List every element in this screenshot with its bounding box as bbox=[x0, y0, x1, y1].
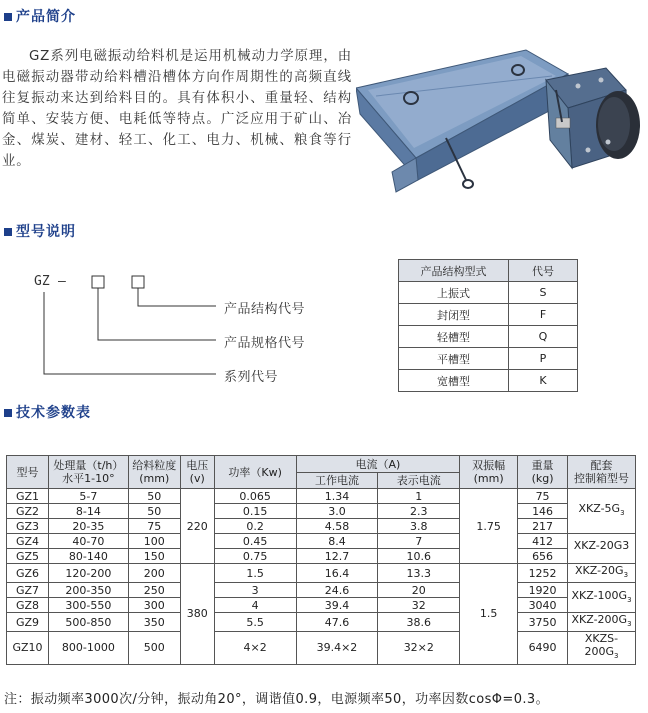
intro-section-title: 产品简介 bbox=[16, 9, 76, 25]
cell-controller: XKZ-$20G_3$ bbox=[568, 564, 636, 583]
cell-controller: XKZ-$200G_3$ bbox=[568, 613, 636, 632]
cell-capacity: 80-140 bbox=[48, 549, 128, 564]
cell-power: 1.5 bbox=[214, 564, 296, 583]
cell-weight: 75 bbox=[518, 489, 568, 504]
section-square-icon bbox=[4, 409, 12, 417]
table-row bbox=[7, 598, 636, 613]
cell-weight: 146 bbox=[518, 504, 568, 519]
cell-grain: 50 bbox=[128, 504, 180, 519]
header-voltage: 电压 (v) bbox=[180, 456, 214, 489]
table-row bbox=[399, 304, 578, 326]
cell-weight: 412 bbox=[518, 534, 568, 549]
cell-capacity: 5-7 bbox=[48, 489, 128, 504]
cell-current-work: 39.4×2 bbox=[296, 632, 378, 664]
machine-photo bbox=[356, 30, 646, 206]
header-current-work: 工作电流 bbox=[296, 473, 378, 489]
cell-weight: 1920 bbox=[518, 583, 568, 598]
cell-capacity: 40-70 bbox=[48, 534, 128, 549]
table-row bbox=[399, 348, 578, 370]
cell-capacity: 20-35 bbox=[48, 519, 128, 534]
cell-capacity: 8-14 bbox=[48, 504, 128, 519]
model-code-diagram bbox=[10, 262, 340, 392]
cell-weight: 3040 bbox=[518, 598, 568, 613]
cell-controller: XKZS-$200G_3$ bbox=[568, 632, 636, 664]
header-model: 型号 bbox=[7, 456, 49, 489]
cell-grain: 300 bbox=[128, 598, 180, 613]
table-row bbox=[7, 583, 636, 598]
cell-weight: 217 bbox=[518, 519, 568, 534]
cell-power: 0.15 bbox=[214, 504, 296, 519]
cell-current-display: 1 bbox=[378, 489, 460, 504]
model-prefix: GZ bbox=[34, 274, 50, 289]
table-row bbox=[7, 613, 636, 632]
series-code-label: 系列代号 bbox=[224, 370, 279, 385]
table-cell: P bbox=[509, 348, 578, 370]
table-cell: Q bbox=[509, 326, 578, 348]
cell-current-display: 32 bbox=[378, 598, 460, 613]
model-diagram-lines bbox=[10, 262, 340, 392]
cell-weight: 656 bbox=[518, 549, 568, 564]
header-weight: 重量 (kg) bbox=[518, 456, 568, 489]
cell-model: GZ2 bbox=[7, 504, 49, 519]
cell-amplitude: 1.5 bbox=[460, 564, 518, 665]
technical-params-table bbox=[6, 455, 636, 665]
cell-grain: 500 bbox=[128, 632, 180, 664]
table-row bbox=[399, 282, 578, 304]
cell-current-display: 10.6 bbox=[378, 549, 460, 564]
cell-current-display: 38.6 bbox=[378, 613, 460, 632]
intro-section-header bbox=[4, 7, 76, 25]
cell-capacity: 200-350 bbox=[48, 583, 128, 598]
header-current-display: 表示电流 bbox=[378, 473, 460, 489]
cell-model: GZ5 bbox=[7, 549, 49, 564]
cell-current-work: 3.0 bbox=[296, 504, 378, 519]
table-row bbox=[399, 370, 578, 392]
table-row bbox=[7, 549, 636, 564]
cell-capacity: 120-200 bbox=[48, 564, 128, 583]
header-grain: 给料粒度 (mm) bbox=[128, 456, 180, 489]
cell-current-display: 3.8 bbox=[378, 519, 460, 534]
cell-model: GZ10 bbox=[7, 632, 49, 664]
structure-code-table bbox=[398, 259, 578, 392]
table-cell: S bbox=[509, 282, 578, 304]
intro-paragraph: GZ系列电磁振动给料机是运用机械动力学原理，由电磁振动器带动给料槽沿槽体方向作周期性的高频直线往复振动来达到给料目的。具有体积小、重量轻、结构简单、安装方便、电耗低等特点。广泛应用于矿山、冶金、煤炭、建材、轻工、化工、电力、机械、粮食等行业。 bbox=[2, 49, 352, 169]
cell-current-display: 2.3 bbox=[378, 504, 460, 519]
header-controller: 配套 控制箱型号 bbox=[568, 456, 636, 489]
table-cell: 平槽型 bbox=[399, 348, 509, 370]
cell-model: GZ7 bbox=[7, 583, 49, 598]
cell-grain: 100 bbox=[128, 534, 180, 549]
cell-power: 0.065 bbox=[214, 489, 296, 504]
cell-grain: 75 bbox=[128, 519, 180, 534]
cell-capacity: 800-1000 bbox=[48, 632, 128, 664]
cell-weight: 1252 bbox=[518, 564, 568, 583]
table-cell: 封闭型 bbox=[399, 304, 509, 326]
cell-grain: 350 bbox=[128, 613, 180, 632]
table-row bbox=[7, 534, 636, 549]
table-row bbox=[399, 326, 578, 348]
cell-current-display: 7 bbox=[378, 534, 460, 549]
cell-grain: 150 bbox=[128, 549, 180, 564]
section-square-icon bbox=[4, 13, 12, 21]
table-cell: 宽槽型 bbox=[399, 370, 509, 392]
cell-current-work: 47.6 bbox=[296, 613, 378, 632]
cell-current-work: 8.4 bbox=[296, 534, 378, 549]
structure-code-label: 产品结构代号 bbox=[224, 302, 306, 317]
cell-model: GZ8 bbox=[7, 598, 49, 613]
cell-controller: XKZ-$5G_3$ bbox=[568, 489, 636, 534]
table-row bbox=[7, 504, 636, 519]
table-row bbox=[7, 632, 636, 664]
header-current: 电流（A) bbox=[296, 456, 460, 473]
cell-voltage: 220 bbox=[180, 489, 214, 564]
cell-current-work: 12.7 bbox=[296, 549, 378, 564]
params-section-header bbox=[4, 403, 91, 421]
cell-voltage: 380 bbox=[180, 564, 214, 665]
cell-power: 0.2 bbox=[214, 519, 296, 534]
cell-power: 0.45 bbox=[214, 534, 296, 549]
cell-controller: XKZ-$100G_3$ bbox=[568, 583, 636, 613]
model-section-header bbox=[4, 222, 76, 240]
cell-power: 5.5 bbox=[214, 613, 296, 632]
cell-capacity: 500-850 bbox=[48, 613, 128, 632]
table-cell: K bbox=[509, 370, 578, 392]
cell-model: GZ4 bbox=[7, 534, 49, 549]
cell-power: 3 bbox=[214, 583, 296, 598]
cell-capacity: 300-550 bbox=[48, 598, 128, 613]
cell-amplitude: 1.75 bbox=[460, 489, 518, 564]
cell-power: 4×2 bbox=[214, 632, 296, 664]
cell-current-work: 1.34 bbox=[296, 489, 378, 504]
cell-current-work: 16.4 bbox=[296, 564, 378, 583]
footnote: 注：振动频率3000次/分钟，振动角20°，调谐值0.9，电源频率50，功率因数cosΦ=0.3。 bbox=[4, 692, 549, 707]
cell-current-work: 4.58 bbox=[296, 519, 378, 534]
code-table-header-code: 代号 bbox=[509, 260, 578, 282]
cell-power: 4 bbox=[214, 598, 296, 613]
table-cell: F bbox=[509, 304, 578, 326]
cell-power: 0.75 bbox=[214, 549, 296, 564]
section-square-icon bbox=[4, 228, 12, 236]
cell-model: GZ1 bbox=[7, 489, 49, 504]
table-row bbox=[7, 564, 636, 583]
cell-current-display: 20 bbox=[378, 583, 460, 598]
code-table-header-type: 产品结构型式 bbox=[399, 260, 509, 282]
header-capacity: 处理量（t/h） 水平1-10° bbox=[48, 456, 128, 489]
cell-current-display: 32×2 bbox=[378, 632, 460, 664]
table-row bbox=[7, 519, 636, 534]
model-dash: — bbox=[58, 274, 66, 289]
cell-controller: XKZ-20G3 bbox=[568, 534, 636, 564]
cell-model: GZ3 bbox=[7, 519, 49, 534]
cell-current-work: 24.6 bbox=[296, 583, 378, 598]
table-cell: 轻槽型 bbox=[399, 326, 509, 348]
cell-current-display: 13.3 bbox=[378, 564, 460, 583]
table-cell: 上振式 bbox=[399, 282, 509, 304]
params-section-title: 技术参数表 bbox=[16, 405, 91, 421]
cell-current-work: 39.4 bbox=[296, 598, 378, 613]
header-power: 功率（Kw) bbox=[214, 456, 296, 489]
header-amplitude: 双振幅 (mm) bbox=[460, 456, 518, 489]
model-section-title: 型号说明 bbox=[16, 224, 76, 240]
spec-code-label: 产品规格代号 bbox=[224, 336, 306, 351]
cell-model: GZ9 bbox=[7, 613, 49, 632]
table-row bbox=[7, 489, 636, 504]
cell-grain: 200 bbox=[128, 564, 180, 583]
cell-grain: 50 bbox=[128, 489, 180, 504]
cell-weight: 6490 bbox=[518, 632, 568, 664]
cell-grain: 250 bbox=[128, 583, 180, 598]
cell-model: GZ6 bbox=[7, 564, 49, 583]
cell-weight: 3750 bbox=[518, 613, 568, 632]
